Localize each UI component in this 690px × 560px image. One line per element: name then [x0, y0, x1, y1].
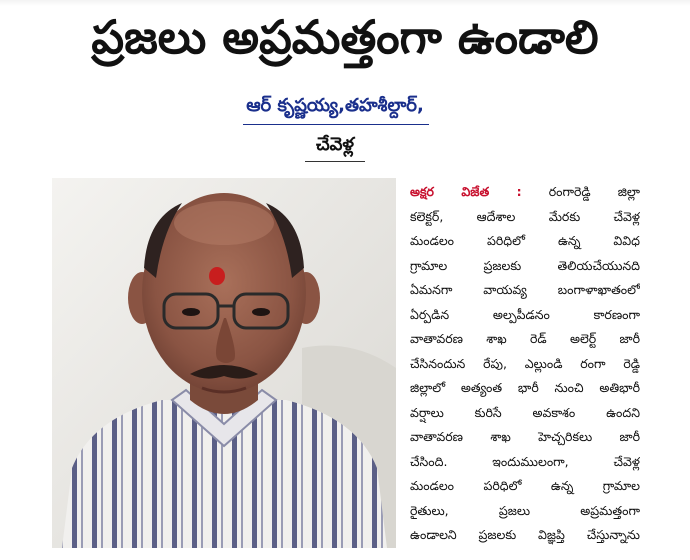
byline-underline	[243, 124, 429, 125]
article-line: మండలం పరిధిలో ఉన్న వివిధ	[410, 233, 640, 248]
article-line: గ్రామాల ప్రజలకు తెలియచేయునది	[410, 257, 640, 273]
article-line: ఉండాలని ప్రజలకు విజ్ఞప్తి చేస్తున్నాను	[410, 527, 640, 542]
official-portrait-photo	[52, 178, 396, 548]
byline: ఆర్ కృష్ణయ్య,తహశీల్దార్,	[246, 95, 424, 116]
article-line: వర్షాలు కురిసే అవకాశం ఉందని	[410, 404, 640, 420]
headline: ప్రజలు అప్రమత్తంగా ఉండాలి	[91, 10, 599, 64]
article-body	[410, 180, 640, 548]
portrait-illustration	[52, 178, 396, 548]
article-line: రైతులు, ప్రజలు అప్రమత్తంగా	[410, 502, 640, 518]
place-name: చేవెళ్ల	[315, 134, 355, 155]
place-underline	[305, 161, 365, 162]
article-line: జిల్లాలో అత్యంత భారీ నుంచి అతిభారీ	[410, 380, 640, 395]
article-line: మండలం పరిధిలో ఉన్న గ్రామాల	[410, 478, 640, 493]
article-line: వాతావరణ శాఖ రెడ్ అలెర్ట్ జారీ	[410, 331, 640, 346]
article-first-line-text: రంగారెడ్డి జిల్లా	[521, 184, 640, 199]
article-line: చేసినందున రేపు, ఎల్లుండి రంగా రెడ్డి	[410, 355, 640, 371]
article-line-first	[410, 180, 640, 205]
dateline: అక్షర విజేత :	[410, 184, 522, 199]
article-line: ఏమనగా వాయవ్య బంగాళాఖాతంలో	[410, 282, 640, 297]
article-line: చేసింది. ఇందుములంగా, చేవెళ్ల	[410, 453, 640, 469]
article-line: వాతావరణ శాఖ హెచ్చరికలు జారీ	[410, 429, 640, 444]
article-line: కలెక్టర్, ఆదేశాల మేరకు చేవెళ్ల	[410, 208, 640, 224]
article-line: ఏర్పడిన అల్పపీడనం కారణంగా	[410, 306, 640, 322]
